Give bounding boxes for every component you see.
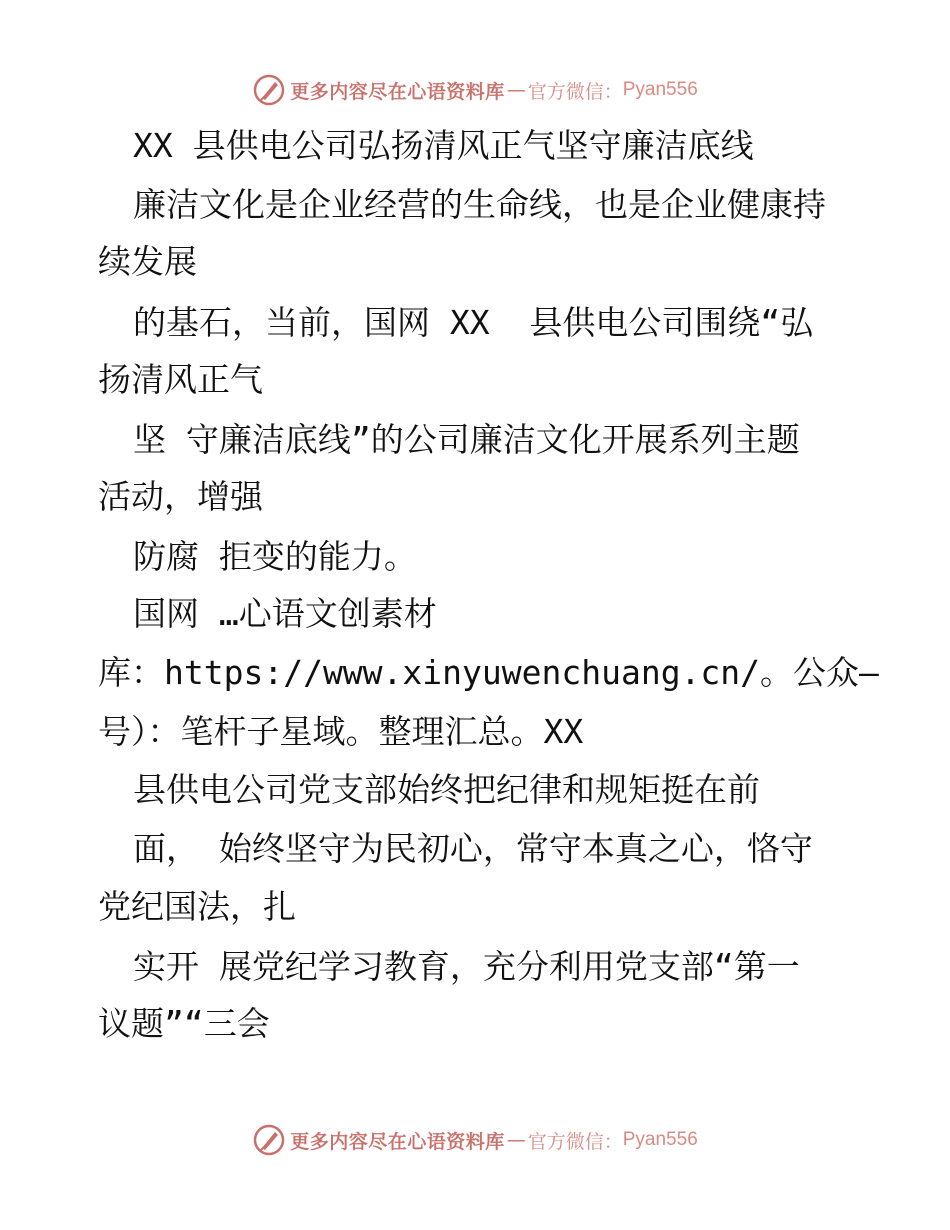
banner-wechat-id: Pyan556 [622, 1129, 698, 1150]
paragraph-line: 面， 始终坚守为民初心，常守本真之心，恪守 [133, 829, 813, 868]
paragraph-line: 号）：笔杆子星域。整理汇总。XX [98, 712, 584, 751]
banner-slogan: 更多内容尽在心语资料库 [290, 1130, 505, 1153]
footer-banner [0, 1120, 950, 1160]
banner-dash: — [506, 79, 526, 101]
paragraph-line: 实开 展党纪学习教育，充分利用党支部“第一 [133, 947, 800, 986]
paragraph-line: 国网 …心语文创素材 [133, 594, 437, 633]
banner-dash: — [506, 1129, 526, 1151]
paragraph-line: 活动，增强 [98, 477, 263, 516]
paragraph-line: 议题”“三会 [98, 1004, 270, 1043]
paragraph-line: 续发展 [98, 242, 197, 281]
banner-wechat-label: 官方微信： [527, 1130, 623, 1153]
document-title: XX 县供电公司弘扬清风正气坚守廉洁底线 [133, 126, 754, 165]
paragraph-line: 廉洁文化是企业经营的生命线，也是企业健康持 [133, 185, 826, 224]
banner-slogan: 更多内容尽在心语资料库 [290, 80, 505, 103]
paragraph-line: 县供电公司党支部始终把纪律和规矩挺在前 [133, 770, 760, 809]
paragraph-line: 坚 守廉洁底线”的公司廉洁文化开展系列主题 [133, 420, 800, 459]
paragraph-line: 库：https://www.xinyuwenchuang.cn/。公众— [98, 653, 879, 692]
paragraph-line: 的基石，当前，国网 XX 县供电公司围绕“弘 [133, 303, 814, 342]
banner-wechat-id: Pyan556 [622, 79, 698, 100]
paragraph-line: 扬清风正气 [98, 360, 263, 399]
quill-logo-icon [252, 1123, 286, 1157]
paragraph-line: 党纪国法，扎 [98, 887, 296, 926]
paragraph-line: 防腐 拒变的能力。 [133, 537, 417, 576]
banner-wechat-label: 官方微信： [527, 80, 623, 103]
